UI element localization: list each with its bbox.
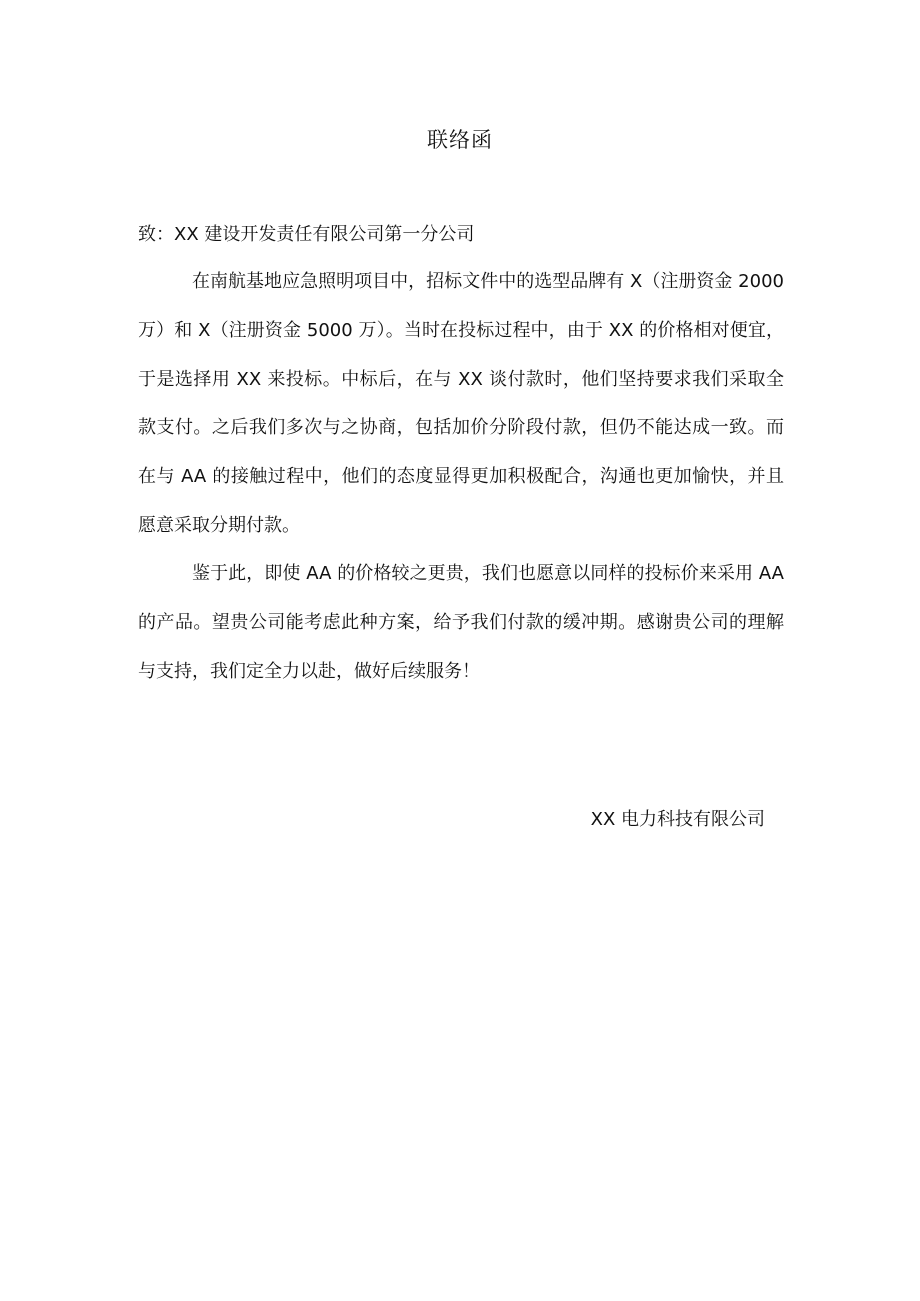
sender-signature: XX 电力科技有限公司 [590,809,765,830]
letter-title: 联络函 [427,128,493,152]
body-paragraph-2: 鉴于此，即使 AA 的价格较之更贵，我们也愿意以同样的投标价来采用 AA 的产品。望贵公司能考虑此种方案，给予我们付款的缓冲期。感谢贵公司的理解与支持，我们定全力以赴，做好后续服务！ [138,563,784,682]
recipient-line: 致：XX 建设开发责任有限公司第一分公司 [138,224,475,245]
body-paragraph-1: 在南航基地应急照明项目中，招标文件中的选型品牌有 X（注册资金 2000 万）和 X（注册资金 5000 万）。当时在投标过程中，由于 XX 的价格相对便宜，于是选择用 XX 来投标。中标后，在与 XX 谈付款时，他们坚持要求我们采取全款支付。之后我们多次与之协商，包括加价分阶段付款，但仍不能达成一致。而在与 AA 的接触过程中，他们的态度显得更加积极配合，沟通也更加愉快，并且愿意采取分期付款。 [138,271,784,536]
